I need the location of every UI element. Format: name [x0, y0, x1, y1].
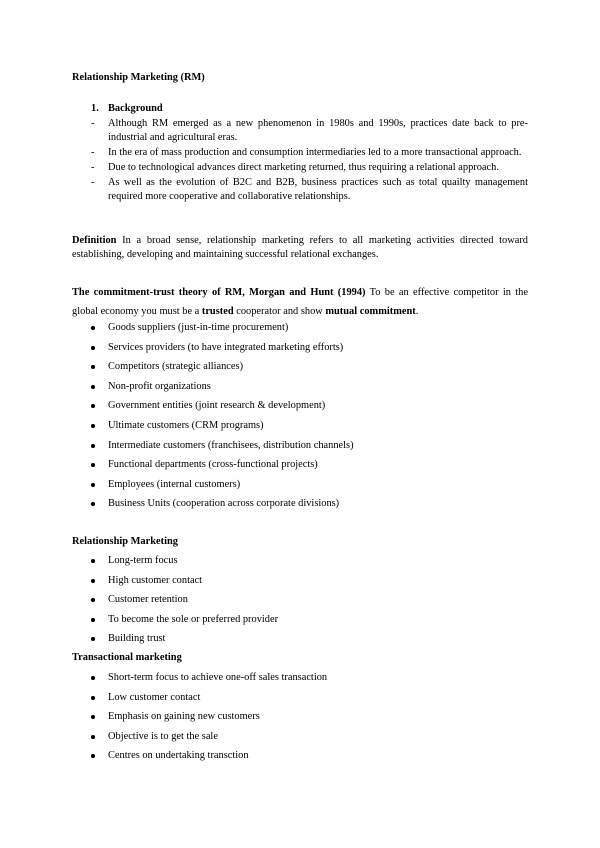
list-item: - Due to technological advances direct marketing returned, thus requiring a relational approach. — [91, 162, 499, 173]
background-list — [91, 117, 528, 205]
background-heading-text: Background — [108, 103, 163, 114]
document-title: Relationship Marketing (RM) — [72, 72, 205, 83]
theory-bullet-list — [91, 321, 354, 517]
list-item: Long-term focus — [91, 554, 278, 574]
theory-label: The commitment-trust theory of RM, Morgan and Hunt (1994) — [72, 287, 366, 298]
list-item: Customer retention — [91, 593, 278, 613]
list-item: Low customer contact — [91, 691, 327, 711]
relationship-bullet-list — [91, 554, 278, 652]
list-item: Ultimate customers (CRM programs) — [91, 419, 354, 439]
list-item: - As well as the evolution of B2C and B2B, business practices such as total quailty management required more cooperative and collaborative relationships. — [91, 177, 528, 202]
list-item: Functional departments (cross-functional projects) — [91, 458, 354, 478]
transactional-heading: Transactional marketing — [72, 652, 182, 663]
list-item: Competitors (strategic alliances) — [91, 360, 354, 380]
list-item: Short-term focus to achieve one-off sales transaction — [91, 671, 327, 691]
background-heading — [91, 102, 163, 116]
list-item: Objective is to get the sale — [91, 730, 327, 750]
list-item: Government entities (joint research & development) — [91, 399, 354, 419]
list-item: Centres on undertaking transction — [91, 749, 327, 769]
list-item: Building trust — [91, 632, 278, 652]
definition-paragraph — [72, 234, 528, 262]
list-item: - Although RM emerged as a new phenomenon in 1980s and 1990s, practices date back to pre-industrial and agricultural eras. — [91, 118, 528, 143]
definition-label: Definition — [72, 235, 117, 246]
list-item: Non-profit organizations — [91, 380, 354, 400]
theory-paragraph: The commitment-trust theory of RM, Morgan and Hunt (1994) To be an effective competitor in the global economy you must be a trusted cooperator and show mutual commitment. — [72, 287, 528, 317]
list-item: Employees (internal customers) — [91, 478, 354, 498]
list-item: To become the sole or preferred provider — [91, 613, 278, 633]
relationship-heading: Relationship Marketing — [72, 536, 178, 547]
definition-text: In a broad sense, relationship marketing refers to all marketing activities directed toward establishing, developing and maintaining successful relational exchanges. — [72, 235, 528, 260]
list-item: - In the era of mass production and consumption intermediaries led to a more transactional approach. — [91, 147, 522, 158]
list-item: Services providers (to have integrated marketing efforts) — [91, 341, 354, 361]
list-item: Goods suppliers (just-in-time procurement) — [91, 321, 354, 341]
list-item: Business Units (cooperation across corporate divisions) — [91, 497, 354, 517]
list-item: Emphasis on gaining new customers — [91, 710, 327, 730]
list-item: Intermediate customers (franchisees, distribution channels) — [91, 439, 354, 459]
transactional-bullet-list — [91, 671, 327, 769]
list-item: High customer contact — [91, 574, 278, 594]
background-number: 1. — [91, 103, 99, 114]
